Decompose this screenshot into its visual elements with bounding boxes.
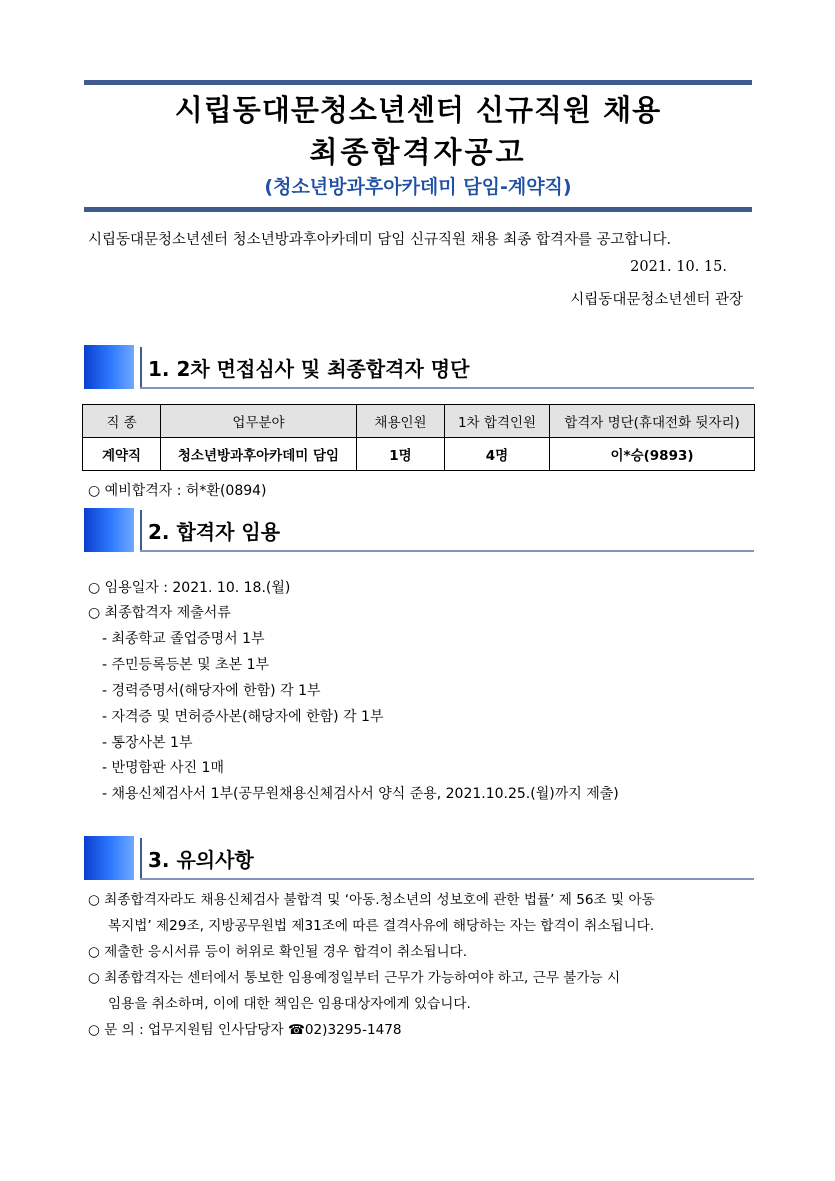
list-item: - 경력증명서(해당자에 한함) 각 1부 — [102, 683, 321, 699]
section-1-title: 1. 2차 면접심사 및 최종합격자 명단 — [148, 357, 470, 381]
list-item: ○ 임용일자 : 2021. 10. 18.(월) — [88, 580, 291, 596]
table-row — [83, 438, 755, 471]
table-header-cell: 업무분야 — [161, 405, 357, 438]
table-header-cell: 합격자 명단(휴대전화 뒷자리) — [550, 405, 755, 438]
table-header-row — [83, 405, 755, 438]
section-3-title: 3. 유의사항 — [148, 848, 254, 872]
page-title-line2: 최종합격자공고 — [309, 135, 527, 169]
table-header-cell: 1차 합격인원 — [445, 405, 550, 438]
table-cell: 이*승(9893) — [550, 438, 755, 471]
list-item: 복지법’ 제29조, 지방공무원법 제31조에 따른 결격사유에 해당하는 자는 합격이 취소됩니다. — [108, 918, 655, 934]
table-cell: 계약직 — [83, 438, 161, 471]
list-item: - 반명함판 사진 1매 — [102, 760, 224, 776]
list-item: - 주민등록등본 및 초본 1부 — [102, 657, 269, 673]
section-block-icon — [84, 508, 134, 552]
intro-text: 시립동대문청소년센터 청소년방과후아카데미 담임 신규직원 채용 최종 합격자를 공고합니다. — [88, 232, 672, 248]
section-2-header — [84, 508, 754, 552]
table-cell: 4명 — [445, 438, 550, 471]
table-cell: 1명 — [357, 438, 445, 471]
section-2-title: 2. 합격자 임용 — [148, 520, 281, 544]
section-1-header — [84, 345, 754, 389]
section-block-icon — [84, 836, 134, 880]
page-title: 시립동대문청소년센터 신규직원 채용 — [174, 93, 662, 127]
list-item: - 최종학교 졸업증명서 1부 — [102, 631, 265, 647]
list-item: - 통장사본 1부 — [102, 735, 193, 751]
issuer: 시립동대문청소년센터 관장 — [570, 292, 743, 308]
top-rule — [84, 80, 752, 85]
list-item: ○ 최종합격자는 센터에서 통보한 임용예정일부터 근무가 가능하여야 하고, 근무 불가능 시 — [88, 970, 621, 986]
notice-date: 2021. 10. 15. — [630, 259, 727, 275]
table-cell: 청소년방과후아카데미 담임 — [161, 438, 357, 471]
table-header-cell: 직 종 — [83, 405, 161, 438]
page-subtitle: (청소년방과후아카데미 담임-계약직) — [264, 176, 572, 198]
section-3-header — [84, 836, 754, 880]
reserve-note: ○ 예비합격자 : 허*환(0894) — [88, 483, 267, 499]
list-item: ○ 최종합격자 제출서류 — [88, 605, 231, 621]
section-block-icon — [84, 345, 134, 389]
bottom-rule — [84, 207, 752, 212]
list-item: ○ 제출한 응시서류 등이 허위로 확인될 경우 합격이 취소됩니다. — [88, 944, 468, 960]
result-table — [82, 404, 755, 471]
list-item: - 채용신체검사서 1부(공무원채용신체검사서 양식 준용, 2021.10.25.(월)까지 제출) — [102, 786, 619, 802]
contact-line: ○ 문 의 : 업무지원팀 인사담당자 ☎02)3295-1478 — [88, 1022, 402, 1038]
list-item: 임용을 취소하며, 이에 대한 책임은 임용대상자에게 있습니다. — [108, 996, 471, 1012]
table-header-cell: 채용인원 — [357, 405, 445, 438]
list-item: ○ 최종합격자라도 채용신체검사 불합격 및 ‘아동.청소년의 성보호에 관한 법률’ 제 56조 및 아동 — [88, 892, 655, 908]
list-item: - 자격증 및 면허증사본(해당자에 한함) 각 1부 — [102, 709, 384, 725]
